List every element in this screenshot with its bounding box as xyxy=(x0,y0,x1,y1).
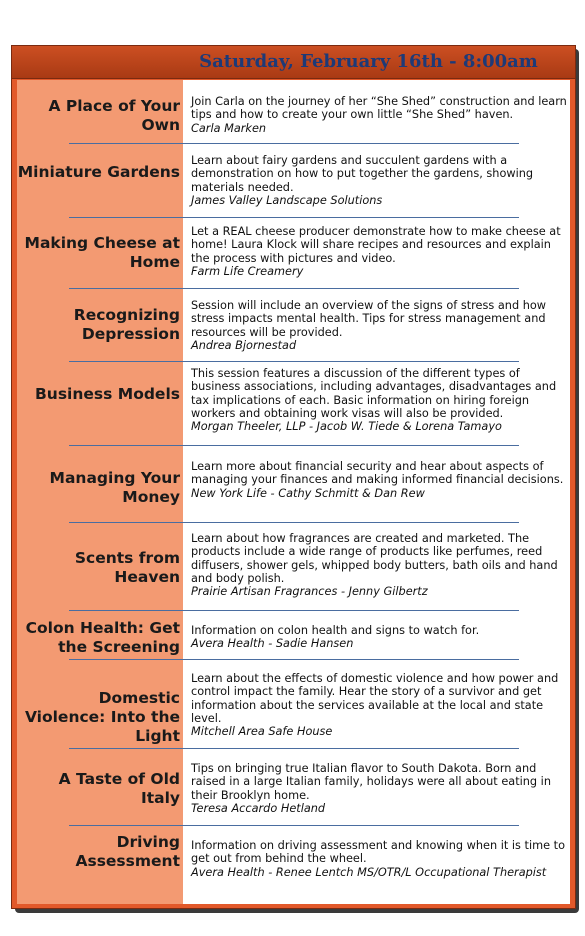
session-description xyxy=(191,532,569,598)
session-title: Business Models xyxy=(34,385,180,403)
session-description xyxy=(191,95,569,135)
schedule-header xyxy=(12,46,575,79)
session-divider xyxy=(69,217,519,218)
schedule-content xyxy=(17,80,570,904)
session-description-text: This session features a discussion of the different types of business associations, including advantages, disadvantages and tax implications of each. Basic information on hiring foreign workers and obtaining work visas will also be provided. xyxy=(191,367,557,420)
session-divider xyxy=(69,361,519,362)
schedule-frame xyxy=(11,45,576,909)
session-description-text: Learn about the effects of domestic violence and how power and control impact the family. Hear the story of a survivor and get information about the services available at the local and state level. xyxy=(191,672,559,725)
session-title: Miniature Gardens xyxy=(17,163,180,181)
session-title: Making Cheese at Home xyxy=(24,234,180,271)
session-presenter: New York Life - Cathy Schmitt & Dan Rew xyxy=(191,486,425,500)
session-description xyxy=(191,624,569,651)
session-description-text: Learn about fairy gardens and succulent gardens with a demonstration on how to put together the gardens, showing materials needed. xyxy=(191,154,534,194)
session-presenter: Andrea Bjornestad xyxy=(191,338,297,352)
session-description xyxy=(191,367,569,433)
session-divider xyxy=(69,610,519,611)
session-description-text: Session will include an overview of the signs of stress and how stress impacts mental health. Tips for stress management and resources will be provided. xyxy=(191,299,547,339)
session-description xyxy=(191,672,569,738)
session-description xyxy=(191,839,569,879)
session-presenter: Farm Life Creamery xyxy=(191,264,304,278)
session-description-text: Information on colon health and signs to watch for. xyxy=(191,624,480,637)
session-presenter: James Valley Landscape Solutions xyxy=(191,193,383,207)
session-presenter: Carla Marken xyxy=(191,121,267,135)
session-description-text: Join Carla on the journey of her “She Shed” construction and learn tips and how to create your own little “She Shed” haven. xyxy=(191,95,567,122)
session-description-text: Learn more about financial security and hear about aspects of managing your finances and making informed financial decisions. xyxy=(191,460,564,487)
session-divider xyxy=(69,659,519,660)
session-title: Managing Your Money xyxy=(49,469,180,506)
session-presenter: Prairie Artisan Fragrances - Jenny Gilbertz xyxy=(191,585,428,599)
session-presenter: Avera Health - Renee Lentch MS/OTR/L Occupational Therapist xyxy=(191,865,547,879)
session-description-text: Information on driving assessment and knowing when it is time to get out from behind the wheel. xyxy=(191,839,565,866)
session-presenter: Mitchell Area Safe House xyxy=(191,725,333,739)
session-description-text: Let a REAL cheese producer demonstrate how to make cheese at home! Laura Klock will share recipes and resources and explain the process with pictures and video. xyxy=(191,225,561,265)
session-divider xyxy=(69,748,519,749)
session-description xyxy=(191,225,569,278)
session-title: Colon Health: Get the Screening xyxy=(25,619,180,656)
session-title: Recognizing Depression xyxy=(73,306,180,343)
schedule-date-title: Saturday, February 16th - 8:00am xyxy=(199,51,538,72)
session-title: A Taste of Old Italy xyxy=(58,770,180,807)
session-description xyxy=(191,299,569,352)
session-description xyxy=(191,154,569,207)
session-divider xyxy=(69,445,519,446)
session-title: Domestic Violence: Into the Light xyxy=(24,689,180,745)
session-divider xyxy=(69,522,519,523)
session-presenter: Morgan Theeler, LLP - Jacob W. Tiede & Lorena Tamayo xyxy=(191,420,502,434)
session-description-text: Learn about how fragrances are created and marketed. The products include a wide range of products like perfumes, reed diffusers, shower gels, whipped body butters, bath oils and hand and body polish. xyxy=(191,532,558,585)
session-presenter: Avera Health - Sadie Hansen xyxy=(191,637,354,651)
session-description xyxy=(191,762,569,815)
session-divider xyxy=(69,143,519,144)
session-description-text: Tips on bringing true Italian flavor to South Dakota. Born and raised in a large Italian family, holidays were all about eating in their Brooklyn home. xyxy=(191,762,551,802)
session-divider xyxy=(69,288,519,289)
session-title: Driving Assessment xyxy=(75,833,180,870)
session-description xyxy=(191,460,569,500)
session-title: Scents from Heaven xyxy=(74,549,180,586)
session-presenter: Teresa Accardo Hetland xyxy=(191,801,326,815)
session-divider xyxy=(69,825,519,826)
session-title: A Place of Your Own xyxy=(48,97,180,134)
